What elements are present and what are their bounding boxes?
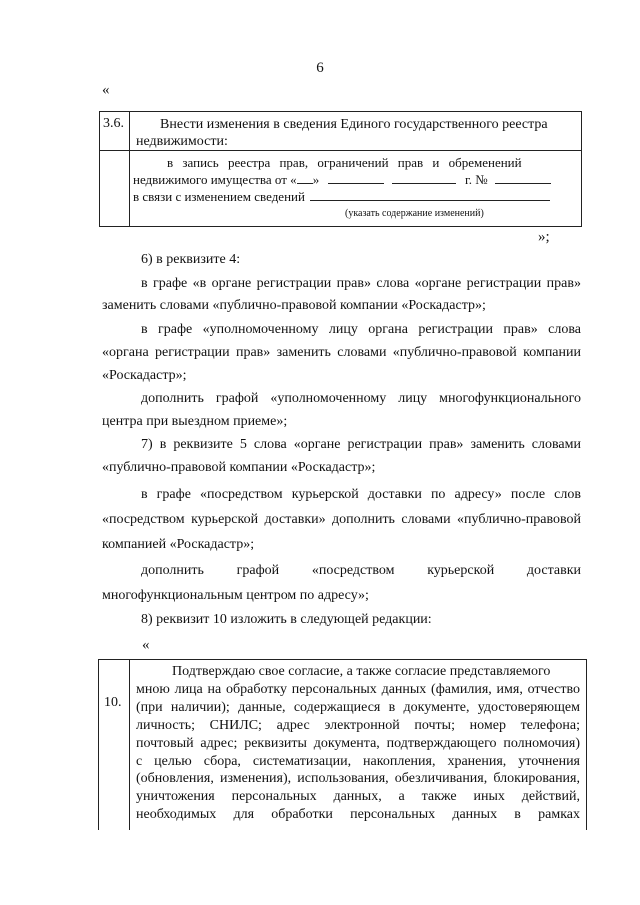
paragraph-8: 8) реквизит 10 изложить в следующей редакции: (141, 612, 432, 627)
paragraph-7-line-2: «публично-правовой компании «Роскадастр»; (102, 460, 376, 475)
consent-text (136, 663, 580, 824)
record-date-close-quote: » (312, 172, 320, 187)
consent-line: (при наличии); данные, содержащиеся в документе, удостоверяющем (136, 699, 580, 715)
opening-quote-top: « (102, 82, 110, 98)
content-line-3 (133, 188, 575, 205)
paragraph-7b-line-2: «посредством курьерской доставки» дополнить словами «публично-правовой (102, 512, 581, 527)
number-blank (495, 171, 551, 184)
content-line-2 (133, 171, 575, 188)
consent-line: личность; СНИЛС; адрес электронной почты; номер телефона; (136, 717, 580, 733)
table-divider-vertical (129, 112, 130, 226)
paragraph-6b-line-2: «органа регистрации прав» заменить словами «публично-правовой компании (102, 345, 581, 360)
table-divider-horizontal (100, 150, 581, 151)
consent-line: мною лица на обработку персональных данных (фамилия, имя, отчество (136, 681, 580, 697)
month-blank (328, 171, 384, 184)
paragraph-7-line-1: 7) в реквизите 5 слова «органе регистрации прав» заменить словами (141, 437, 581, 452)
row-number: 3.6. (103, 116, 124, 131)
row-number: 10. (104, 695, 122, 710)
closing-quote: »; (538, 229, 550, 245)
change-reason-label: в связи с изменением сведений (133, 189, 305, 204)
paragraph-6-line-1: в графе «в органе регистрации прав» слова «органе регистрации прав» (141, 276, 581, 291)
consent-line: с целью сбора, систематизации, накопления, хранения, уточнения (136, 753, 580, 769)
consent-line: необходимых для обработки персональных данных в рамках (136, 807, 580, 823)
heading-line-1: Внести изменения в сведения Единого государственного реестра (160, 117, 548, 132)
paragraph-6b-line-3: «Роскадастр»; (102, 368, 187, 383)
consent-line: почтовый адрес; реквизиты документа, подтверждающего полномочия) (136, 735, 580, 751)
change-description-blank (310, 188, 550, 201)
consent-line: Подтверждаю свое согласие, а также согласие представляемого (172, 664, 551, 679)
change-description-hint: (указать содержание изменений) (345, 208, 484, 219)
paragraph-6-line-2: заменить словами «публично-правовой компании «Роскадастр»; (102, 298, 486, 313)
content-line-1: в запись реестра прав, ограничений прав и обременений (167, 155, 522, 170)
paragraph-7b-line-3: компанией «Роскадастр»; (102, 537, 255, 552)
heading-line-2: недвижимости: (136, 134, 228, 149)
page-number: 6 (316, 60, 324, 76)
row-heading (136, 116, 575, 150)
consent-line: уничтожения персональных данных, а также иных действий, (136, 789, 580, 805)
paragraph-6c-line-2: центра при выездном приеме»; (102, 414, 288, 429)
table-row-3-6 (99, 111, 582, 227)
opening-quote-bottom: « (142, 637, 150, 653)
table-row-10 (98, 659, 587, 830)
paragraph-7c-line-1: дополнить графой «посредством курьерской доставки (141, 563, 581, 578)
paragraph-6c-line-1: дополнить графой «уполномоченному лицу многофункционального (141, 391, 581, 406)
row-content (133, 154, 575, 222)
paragraph-6b-line-1: в графе «уполномоченному лицу органа регистрации прав» слова (141, 322, 581, 337)
paragraph-6: 6) в реквизите 4: (141, 252, 241, 267)
year-number-label: г. № (464, 172, 488, 187)
paragraph-7c-line-2: многофункциональным центром по адресу»; (102, 588, 369, 603)
paragraph-7b-line-1: в графе «посредством курьерской доставки по адресу» после слов (141, 487, 581, 502)
record-date-label: недвижимого имущества от « (133, 172, 297, 187)
day-blank (297, 171, 313, 184)
consent-line: (обновления, изменения), использования, обезличивания, блокирования, (136, 771, 580, 787)
month-blank-2 (392, 171, 456, 184)
table-divider-vertical (129, 660, 130, 830)
